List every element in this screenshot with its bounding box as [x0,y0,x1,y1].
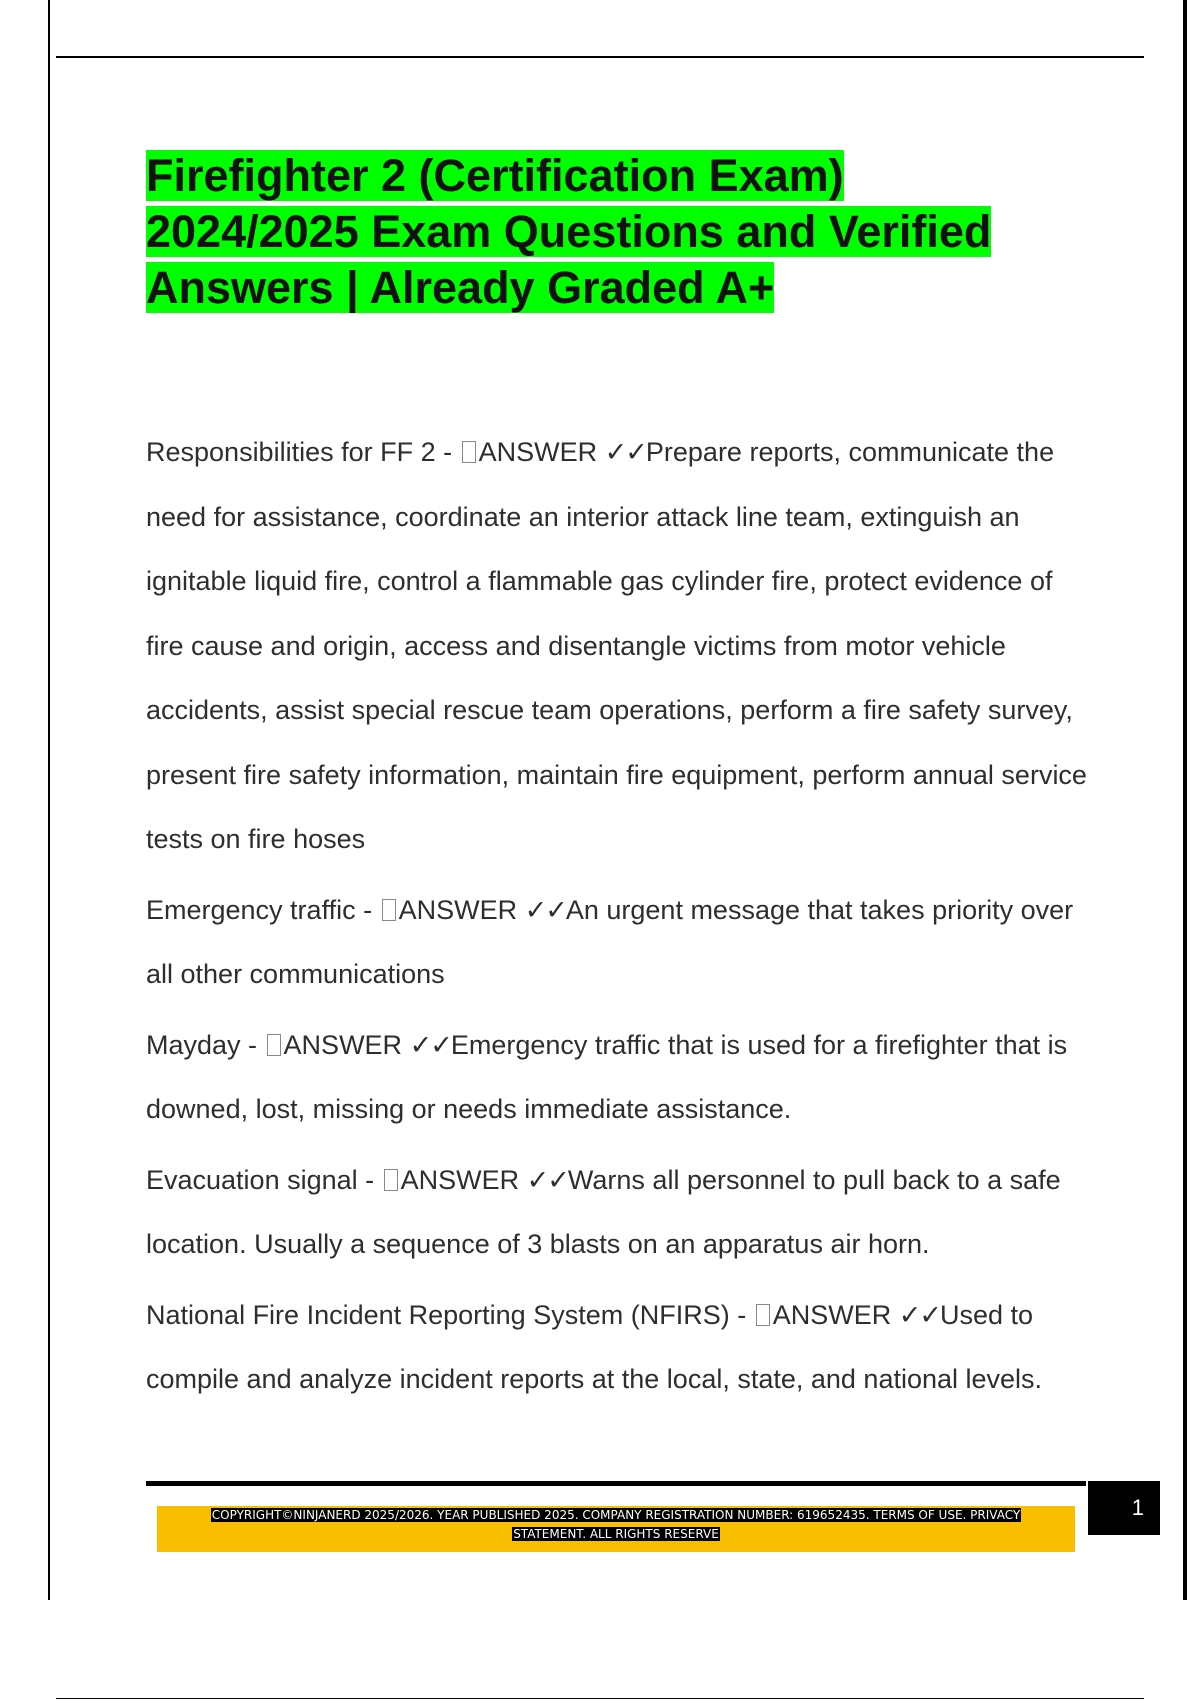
answer-marker: ANSWER [400,1164,520,1195]
page-border-left [48,0,50,1600]
qa-item [146,420,1096,872]
answer-marker: ANSWER [398,894,518,925]
qa-answer: Emergency traffic that is used for a firefighter that is downed, lost, missing or needs immediate assistance. [146,1029,1068,1124]
qa-answer: An urgent message that takes priority over all other communications [146,894,1074,989]
page-number: 1 [1088,1481,1160,1535]
qa-item [146,878,1096,1007]
missing-glyph-icon [267,1034,281,1056]
qa-item [146,1148,1096,1277]
double-check-icon: ✓✓ [604,437,646,467]
qa-term: National Fire Incident Reporting System (NFIRS) - [146,1299,754,1330]
qa-answer: Used to compile and analyze incident reports at the local, state, and national levels. [146,1299,1043,1394]
qa-list [146,420,1096,1418]
qa-term: Mayday - [146,1029,265,1060]
qa-answer: Warns all personnel to pull back to a safe location. Usually a sequence of 3 blasts on an apparatus air horn. [146,1164,1061,1259]
title-line-2: 2024/2025 Exam Questions and Verified [146,206,992,257]
qa-item [146,1013,1096,1142]
missing-glyph-icon [384,1169,398,1191]
copyright-line-1: COPYRIGHT©NINJANERD 2025/2026. YEAR PUBLISHED 2025. COMPANY REGISTRATION NUMBER: 619652435. TERMS OF USE. PRIVACY [211,1508,1021,1522]
qa-term: Evacuation signal - [146,1164,382,1195]
double-check-icon: ✓✓ [524,894,566,925]
qa-term: Responsibilities for FF 2 - [146,437,460,467]
answer-marker: ANSWER [478,437,598,467]
missing-glyph-icon [462,441,476,463]
top-rule [56,56,1144,58]
missing-glyph-icon [382,899,396,921]
missing-glyph-icon [756,1304,770,1326]
title-line-3: Answers | Already Graded A+ [146,262,775,313]
answer-marker: ANSWER [283,1029,403,1060]
page-border-right [1183,0,1187,1600]
qa-term: Emergency traffic - [146,894,380,925]
bottom-rule [56,1698,1144,1699]
double-check-icon: ✓✓ [409,1029,451,1060]
double-check-icon: ✓✓ [898,1299,940,1330]
copyright-line-2: STATEMENT. ALL RIGHTS RESERVE [513,1527,719,1541]
qa-item [146,1283,1096,1412]
answer-marker: ANSWER [772,1299,892,1330]
title-line-1: Firefighter 2 (Certification Exam) [146,150,844,201]
qa-answer: Prepare reports, communicate the need for assistance, coordinate an interior attack line team, extinguish an ignitable liquid fire, control a flammable gas cylinder fire, protect evidence of fire cause and origin, access and disentangle victims from motor vehicle accidents, assist special rescue team operations, perform a fire safety survey, present fire safety information, maintain fire equipment, perform annual service tests on fire hoses [146,437,1087,854]
double-check-icon: ✓✓ [526,1164,568,1195]
document-title [146,148,1106,316]
footer-rule [146,1481,1086,1486]
copyright-band [157,1506,1075,1552]
